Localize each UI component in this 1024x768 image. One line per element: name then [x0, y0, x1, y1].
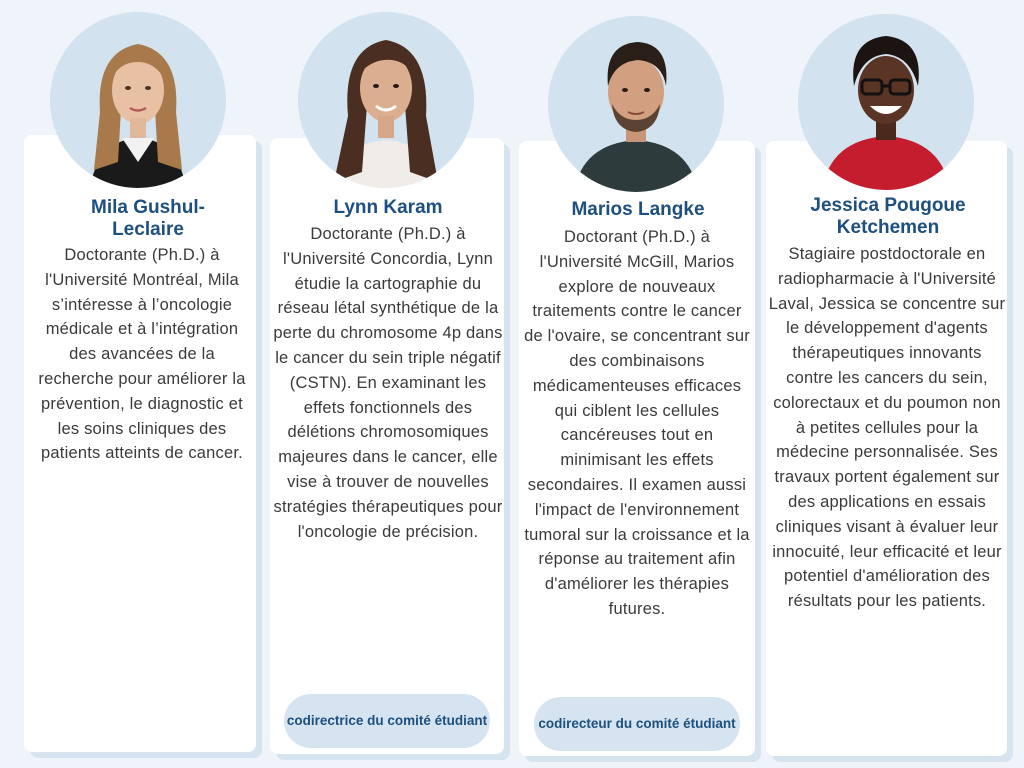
- role-badge-marios: codirecteur du comité étudiant: [534, 697, 740, 751]
- role-badge-lynn: codirectrice du comité étudiant: [284, 694, 490, 748]
- avatar-jessica: [798, 14, 974, 190]
- member-bio-jessica: Stagiaire postdoctorale en radiopharmacie à l'Université Laval, Jessica se concentre sur le développement d'agents thérapeutiques innovants contre les cancers du sein, colorectaux et du poumon non à petites cellules pour la médecine personnalisée. Ses travaux portent également sur des applications en essais cliniques visant à évaluer leur innocuité, leur efficacité et leur potentiel d'amélioration des résultats pour les patients.: [768, 245, 1006, 611]
- avatar-mila: [50, 12, 226, 188]
- member-name-lynn: Lynn Karam: [333, 197, 443, 218]
- member-name-jessica: Jessica Pougoue Ketchemen: [810, 195, 966, 238]
- member-name-marios: Marios Langke: [571, 199, 705, 220]
- avatar-marios: [548, 16, 724, 192]
- member-bio-lynn: Doctorante (Ph.D.) à l'Université Concordia, Lynn étudie la cartographie du réseau létal synthétique de la perte du chromosome 4p dans le cancer du sein triple négatif (CSTN). En examinant les effets fonctionnels des délétions chromosomiques majeures dans le cancer, elle vise à trouver de nouvelles stratégies thérapeutiques pour l'oncologie de précision.: [273, 225, 503, 541]
- member-bio-mila: Doctorante (Ph.D.) à l'Université Montréal, Mila s’intéresse à l’oncologie médicale et à l’intégration des avancées de la recherche pour améliorer la prévention, le diagnostic et les soins cliniques des patients atteints de cancer.: [38, 246, 246, 463]
- member-name-mila: Mila Gushul-Leclaire: [91, 197, 205, 240]
- member-bio-marios: Doctorant (Ph.D.) à l'Université McGill, Marios explore de nouveaux traitements contre le cancer de l'ovaire, se concentrant sur des combinaisons médicamenteuses efficaces qui ciblent les cellules cancéreuses tout en minimisant les effets secondaires. Il examen aussi l'impact de l'environnement tumoral sur la croissance et la réponse au traitement afin d'améliorer les thérapies futures.: [524, 228, 750, 618]
- avatar-lynn: [298, 12, 474, 188]
